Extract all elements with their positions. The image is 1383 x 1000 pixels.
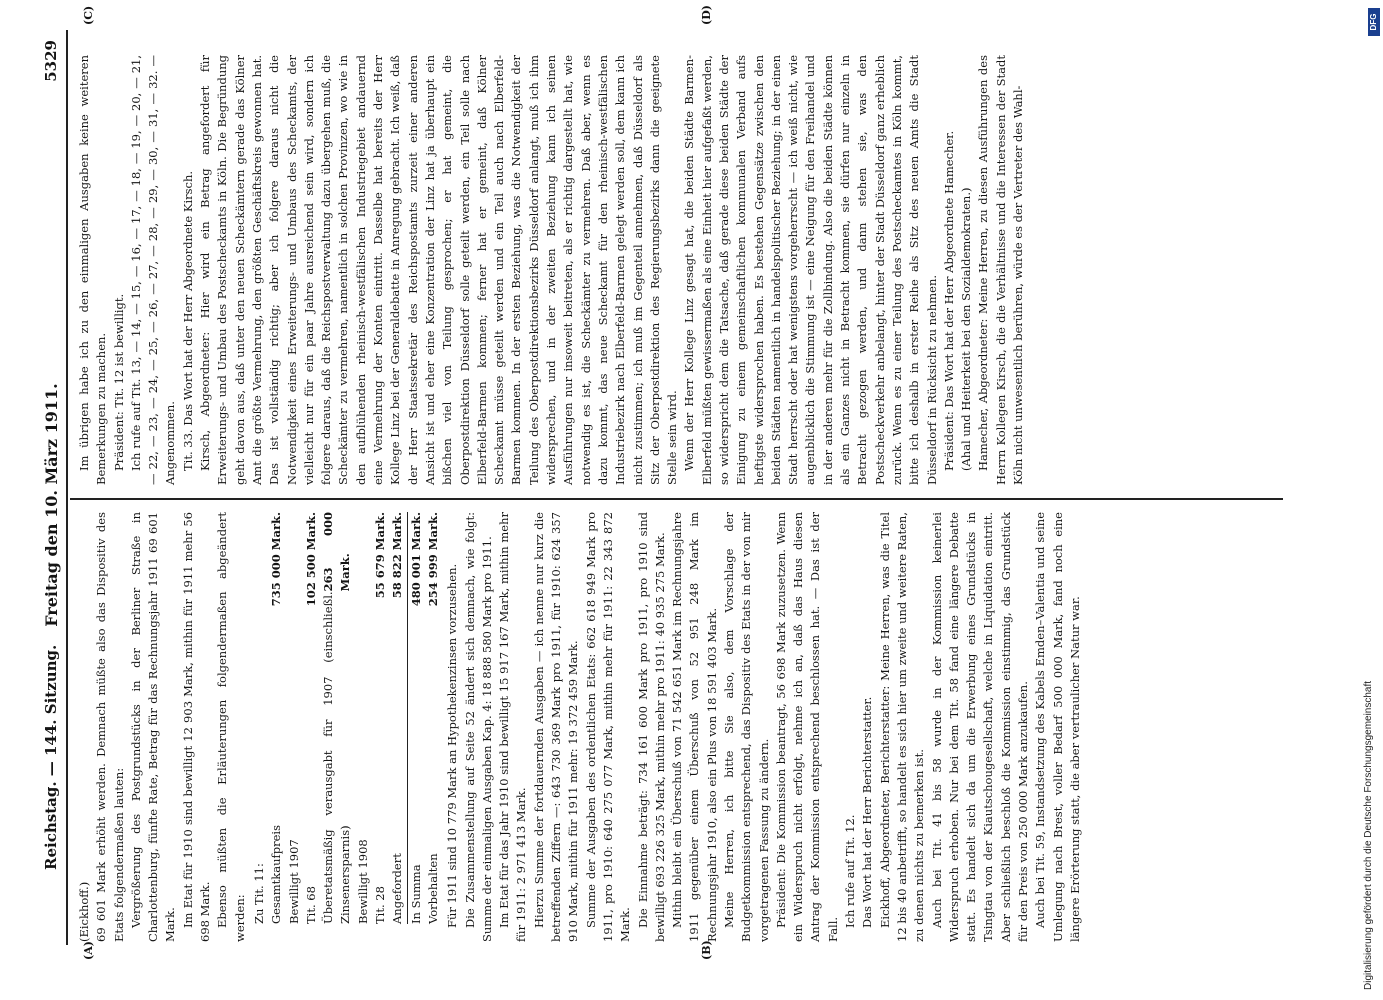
paragraph: Ich rufe auf Tit. 12. — [843, 814, 858, 928]
paragraph: Kirsch, Abgeordneter: Hier wird ein Betrag angefordert für Erweiterungs- und Umbau des Postscheckamts in Köln. Die Begründung geht davon aus, daß unter den neuen Scheckämtern gerade das Kölner Amt die größte Vermehrung, den größten Geschäftskreis gewonnen hat. Das ist vollständig richtig; aber ich folgere daraus nicht die Notwendigkeit eines Erweiterungs- und Umbaus des Scheckamts, der vielleicht nur für ein paar Jahre ausreichend sein wird, sondern ich folgere daraus, daß die Reichspostverwaltung dazu übergehen muß, die Scheckämter zu vermehren, namentlich in solchen Provinzen, wo wie in den aufblühenden rheinisch-westfälischen Industriegebiet andauernd eine Vermehrung der Konten eintritt. Dasselbe hat bereits der Herr Kollege Linz bei der Generaldebatte in Anregung gebracht. Ich weiß, daß der Herr Staatssekretär des Reichspostamts zurzeit einer anderen Ansicht ist und eher eine Konzentration der Linz hat ja überhaupt ein bißchen viel von Teilung gesprochen; er hat gemeint, die Oberpostdirektion Düsseldorf solle geteilt werden, ein Teil solle nach Elberfeld-Barmen kommen; ferner hat er gemeint, daß Kölner Scheckamt müsse geteilt werden und ein Teil auch nach Elberfeld-Barmen kommen. In der ersten Beziehung, was die Notwendigkeit der Teilung des Oberpostdirektionsbezirks Düsseldorf anlangt, muß ich ihm widersprechen, und in der zweiten Beziehung kann ich seinen Ausführungen nur insoweit beitreten, als er richtig dargestellt hat, wie notwendig es ist, die Scheckämter zu vermehren. Daß aber, wenn es dazu kommt, das neue Scheckamt für den rheinisch-westfälischen Industriebezirk nach Elberfeld-Barmen gelegt werden soll, dem kann ich nicht zustimmen; ich muß im Gegenteil annehmen, daß Düsseldorf als Sitz der Oberpostdirektion des Regierungsbezirks dann die geeignete Stelle sein wird. — [198, 55, 680, 485]
paragraph: Ich rufe auf Tit. 13, — 14, — 15, — 16, — 17, — 18, — 19, — 20, — 21, — 22, — 23, — 24, — 25, — 26, — 27, — 28, — 29, — 30, — 31, — 32. — Angenommen. — [128, 55, 178, 485]
right-column — [76, 55, 1027, 485]
paragraph: Im Etat für das Jahr 1910 sind bewilligt 15 917 167 Mark, mithin mehr für 1911: 2 971 413 Mark. — [497, 512, 529, 942]
paragraph: Das Wort hat der Herr Berichterstatter. — [860, 696, 875, 928]
table-row: Angefordert 58 822 Mark. — [390, 512, 405, 924]
speaker-tag: (Eickhoff.) — [77, 881, 91, 942]
column-divider — [70, 498, 1283, 500]
paragraph: Tit. 33. Das Wort hat der Herr Abgeordnete Kirsch. — [180, 170, 195, 471]
table-row: Tit. 68 102 500 Mark. — [303, 512, 318, 924]
table-sum-row: In Summa 480 001 Mark. — [407, 512, 425, 924]
paragraph: Ebenso müßten die Erläuterungen folgendermaßen abgeändert werden: — [215, 512, 247, 942]
paragraph: Die Zusammenstellung auf Seite 52 ändert sich demnach, wie folgt: Summe der einmaligen Ausgaben Kap. 4: 18 888 580 Mark pro 1911. — [462, 512, 494, 942]
margin-marker-a: (A) — [82, 941, 95, 960]
margin-marker-c: (C) — [82, 5, 95, 25]
paragraph: Die Einnahme beträgt: 734 161 600 Mark pro 1911, pro 1910 sind bewilligt 693 226 325 Mark, mithin mehr pro 1911: 40 935 275 Mark. — [635, 512, 667, 942]
paragraph: Auch bei Tit. 59, Instandsetzung des Kabels Emden–Valentia und seine Umlegung nach Brest, voller Bedarf 500 000 Mark, fand noch eine längere Erörterung statt, die aber vertraulicher Natur war. — [1033, 512, 1082, 942]
credit-text: Digitalisierung gefördert durch die Deutsche Forschungsgemeinschaft — [1363, 680, 1374, 990]
paragraph: Im Etat für 1910 sind bewilligt 12 903 Mark, mithin für 1911 mehr 56 698 Mark. — [180, 512, 213, 942]
table-row: Bewilligt 1907 — [286, 839, 301, 924]
table-row: Tit. 28 55 679 Mark. — [373, 512, 388, 924]
left-column — [76, 512, 1084, 942]
paragraph: Auch bei Tit. 41 bis 58 wurde in der Kommission keinerlei Widerspruch erhoben. Nur bei dem Tit. 58 fand eine längere Debatte statt. Es handelt sich da um die Erwerbung eines Grundstücks in Tsingtau von der Kiautschougesellschaft, welche in Liquidation eintritt. Aber schließlich beschloß die Kommission einstimmig, das Grundstück für den Preis von 250 000 Mark anzukaufen. — [929, 512, 1031, 942]
margin-marker-b: (B) — [700, 940, 713, 960]
digitization-credit — [1363, 10, 1381, 990]
paragraph: Eickhoff, Abgeordneter, Berichterstatter: Meine Herren, was die Titel 12 bis 40 anbetrifft, so handelt es sich hier um zweite und weitere Raten, zu denen nichts zu bemerken ist. — [877, 512, 927, 942]
running-header-date: Freitag den 10. März 1911. — [42, 383, 61, 627]
table-row: Bewilligt 1908 — [355, 839, 370, 924]
table-row: Vorbehalten 254 999 Mark. — [425, 512, 440, 924]
paragraph: Im übrigen habe ich zu den einmaligen Ausgaben keine weiteren Bemerkungen zu machen. — [77, 55, 109, 485]
paragraph: Summe der Ausgaben des ordentlichen Etats: 662 618 949 Mark pro 1911, pro 1910: 640 275 077 Mark, mithin mehr für 1911: 22 343 872 Mark. — [583, 512, 633, 942]
header-left-text: Reichstag. — 144. Sitzung. — [42, 644, 60, 870]
amount-table — [251, 512, 442, 924]
header-rule — [66, 30, 68, 945]
table-caption: Zu Tit. 11: — [251, 863, 266, 924]
dfg-logo — [1368, 8, 1380, 36]
page-number: 5329 — [42, 40, 60, 82]
paragraph: 69 601 Mark erhöht werden. Demnach müßte also das Dispositiv des Etats folgendermaßen lauten: — [94, 512, 126, 942]
paragraph: Präsident: Tit. 12 ist bewilligt. — [111, 293, 126, 471]
paragraph: Hierzu Summe der fortdauernden Ausgaben — ich nenne nur kurz die betreffenden Ziffern —: 643 730 369 Mark pro 1911, für 1910: 624 357 910 Mark, mithin für 1911 mehr: 19 372 459 Mark. — [531, 512, 581, 942]
table-row: Gesamtkaufpreis 735 000 Mark. — [269, 512, 284, 924]
paragraph: Mithin bleibt ein Überschuß von 71 542 651 Mark im Rechnungsjahre 1911 gegenüber einem Überschuß von 52 951 248 Mark im Rechnungsjahr 1910, also ein Plus von 18 591 403 Mark. — [670, 512, 719, 942]
logo-text: DFG — [1369, 13, 1378, 31]
paragraph: Wenn der Herr Kollege Linz gesagt hat, die beiden Städte Barmen-Elberfeld müßten gewissermaßen als eine Einheit hier aufgefaßt werden, so widerspricht dem die Tatsache, daß gerade diese beiden Städte der Einigung zu einem gemeinschaftlichen kommunalen Verband aufs heftigste widersprochen haben. Es bestehen Gegensätze zwischen den beiden Städten namentlich in handelspolitischer Beziehung; in der einen Stadt herrscht oder hat wenigstens vorgeherrscht — ich weiß nicht, wie augenblicklich die Stimmung ist — eine Neigung für den Freihandel und in der anderen mehr für die Zollbindung. Also die beiden Städte können als ein Ganzes nicht in Betracht kommen, sie dürfen nur einzeln in Betracht gezogen werden, und dann stehen sie, was den Postscheckverkehr anbelangt, hinter der Stadt Düsseldorf ganz erheblich zurück. Wenn es zu einer Teilung des Postscheckamtes in Köln kommt, bitte ich deshalb in erster Reihe als Sitz des neuen Amts die Stadt Düsseldorf in Rücksicht zu nehmen. — [682, 55, 939, 485]
paragraph: Präsident: Das Wort hat der Herr Abgeordnete Hamecher. — [941, 130, 956, 471]
margin-marker-d: (D) — [700, 5, 713, 25]
paragraph: Präsident: Die Kommission beantragt, 56 698 Mark zuzusetzen. Wenn ein Widerspruch nicht erfolgt, nehme ich an, daß das Haus diesen Antrag der Kommission entsprechend beschlossen hat. — Das ist der Fall. — [773, 512, 840, 942]
paragraph: Vergrößerung des Postgrundstücks in der Berliner Straße in Charlottenburg, fünfte Rate, Betrag für das Rechnungsjahr 1911 69 601 Mark. — [128, 512, 178, 942]
paragraph: Für 1911 sind 10 779 Mark an Hypothekenzinsen vorzusehen. — [445, 563, 460, 928]
paragraph: Hamecher, Abgeordneter: Meine Herren, zu diesen Ausführungen des Herrn Kollegen Kirsch, die die Verhältnisse und die Interessen der Stadt Köln nicht unwesentlich berühren, würde es der Vertreter des Wahl- — [976, 55, 1026, 485]
paragraph: (Ahal und Heiterkeit bei den Sozialdemokraten.) — [959, 187, 974, 471]
table-row: Überetatsmäßig verausgabt für 1907 (einschließl. Zinsenersparnis) 263 000 Mark. — [321, 512, 353, 924]
paragraph: Meine Herren, ich bitte Sie also, dem Vorschlage der Budgetkommission entsprechend, das Dispositiv des Etats in der von mir vorgetragenen Fassung zu ändern. — [721, 512, 771, 942]
